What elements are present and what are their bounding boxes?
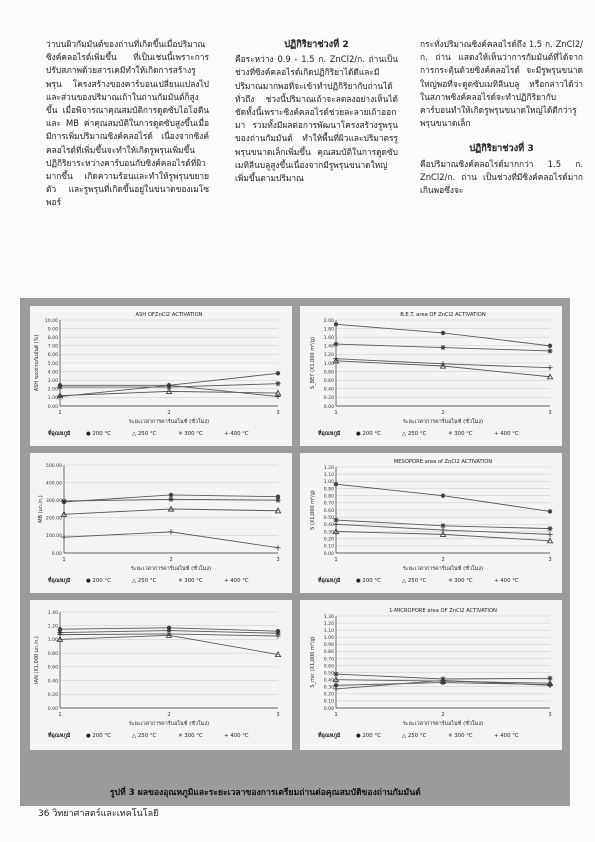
x-tick-label: 1: [58, 410, 62, 416]
x-tick-label: 3: [276, 557, 280, 563]
legend-entry: ✳ 300 °C: [178, 431, 203, 437]
y-tick-label: 200.00: [45, 516, 62, 522]
y-tick-label: 400.00: [45, 481, 62, 487]
y-tick-label: 0.90: [323, 643, 334, 649]
data-point: [61, 498, 66, 503]
x-tick-label: 1: [334, 557, 338, 563]
legend-entry: △ 250 °C: [402, 733, 427, 739]
text-column-middle: [235, 38, 398, 185]
page-number: 36: [38, 809, 50, 819]
y-tick-label: 1.40: [323, 344, 334, 350]
figure-caption: รูปที่ 3 ผลของอุณหภูมิและระยะเวลาของการเตรียมถ่านต่อคุณสมบัติของถ่านกัมมันต์: [110, 788, 421, 798]
chart-title: 1-MICROPORE area OF ZnCl2 ACTIVATION: [389, 608, 497, 614]
y-tick-label: 1.30: [323, 614, 334, 620]
y-tick-label: 0.20: [47, 693, 58, 699]
y-tick-label: 0.10: [323, 544, 334, 550]
y-tick-label: 0.80: [47, 651, 58, 657]
chart-panel: [30, 306, 292, 446]
page-footer: [38, 806, 158, 820]
data-point: [547, 526, 552, 531]
chart-panel: [300, 600, 562, 750]
legend-entry: + 400 °C: [494, 578, 519, 584]
legend-entry: + 400 °C: [224, 578, 249, 584]
y-tick-label: 0.00: [47, 404, 58, 410]
data-point: [169, 493, 173, 497]
text-column-left: [46, 38, 209, 210]
y-axis-label: ASH ของถ่านกัมมันต์ (%): [34, 334, 40, 392]
legend-entry: ✳ 300 °C: [448, 578, 473, 584]
y-tick-label: 0.00: [323, 706, 334, 712]
x-tick-label: 2: [169, 557, 173, 563]
y-tick-label: 0.70: [323, 501, 334, 507]
x-tick-label: 3: [276, 712, 280, 718]
data-point: [334, 482, 338, 486]
legend-entry: ✳ 300 °C: [448, 733, 473, 739]
legend-entry: △ 250 °C: [402, 578, 427, 584]
x-axis-label: ระยะเวลาการคาร์บอไนซ์ (ชั่วโมง): [402, 566, 484, 572]
y-tick-label: 0.60: [323, 508, 334, 514]
x-tick-label: 1: [334, 410, 338, 416]
y-tick-label: 1.20: [323, 621, 334, 627]
text-column-right: [420, 38, 583, 197]
chart-title: B.E.T. area OF ZnCl2 ACTIVATION: [400, 312, 486, 318]
y-tick-label: 1.00: [323, 480, 334, 486]
data-point: [440, 345, 445, 350]
section-heading: ปฏิกิริยาช่วงที่ 2: [284, 39, 349, 50]
legend-entry: ● 200 °C: [356, 431, 381, 437]
data-point: [548, 509, 552, 513]
figure-3: [20, 298, 570, 806]
chart-background: [30, 453, 292, 593]
legend-prefix: ที่อุณหภูมิ: [48, 733, 71, 739]
data-point: [275, 498, 280, 503]
x-axis-label: ระยะเวลาการคาร์บอไนซ์ (ชั่วโมง): [128, 721, 210, 727]
y-tick-label: 0.40: [323, 523, 334, 529]
chart-panel: [300, 453, 562, 593]
y-tick-label: 4.00: [47, 370, 58, 376]
chart-title: MESOPORE area of ZnCl2 ACTIVATION: [393, 459, 493, 465]
y-tick-label: 0.60: [323, 379, 334, 384]
y-tick-label: 0.60: [323, 664, 334, 670]
y-axis-label: MB (มก./ก.): [38, 495, 44, 523]
chart-grid: [20, 298, 570, 806]
data-point: [275, 381, 280, 386]
y-tick-label: 9.00: [47, 327, 58, 333]
chart-background: [300, 306, 562, 446]
legend-entry: △ 250 °C: [402, 431, 427, 437]
y-axis-label: S_BET (X1,000 m²/g): [310, 337, 316, 389]
data-point: [276, 371, 280, 375]
y-tick-label: 6.00: [47, 353, 58, 359]
legend-prefix: ที่อุณหภูมิ: [48, 578, 71, 584]
chart-background: [30, 600, 292, 750]
x-tick-label: 2: [441, 410, 445, 416]
y-tick-label: 0.80: [323, 650, 334, 656]
data-point: [548, 344, 552, 348]
body-paragraph: ว่าบนผิวกัมมันต์ของถ่านที่เกิดขึ้นเมื่อปริมาณซิงค์คลอไรด์เพิ่มขึ้น ที่เป็นเช่นนี้เพราะการปรับสภาพด้วยสารเคมีทำให้เกิดการสร้างรูพรุน โครงสร้างของคาร์บอนเปลี่ยนแปลงไป และส่วนของปริมาณเถ้าในถ่านกัมมันต์ก็สูงขึ้น เมื่อพิจารณาคุณสมบัติการดูดซับไอโอดีนและ MB ค่าคุณสมบัติในการดูดซับสูงขึ้นเมื่อมีการเพิ่มปริมาณซิงค์คลอไรด์ เนื่องจากซิงค์คลอไรด์ที่เพิ่มขึ้นจะทำให้เกิดรูพรุนเพิ่มขึ้น ปฏิกิริยาระหว่างคาร์บอนกับซิงค์คลอไรด์ที่ผิวมากขึ้น เกิดความร้อนและทำให้รูพรุนขยายตัว และรูพรุนที่เกิดขึ้นอยู่ในขนาดของเมโซพอร์: [46, 39, 209, 208]
body-paragraph: กระทั่งปริมาณซิงค์คลอไรด์ถึง 1.5 ก. ZnCl2/ก. ถ่าน แสดงให้เห็นว่าการกัมมันต์ที่ได้จากการกระตุ้นด้วยซิงค์คลอไรด์ จะมีรูพรุนขนาดใหญ่พอที่จะดูดซับเมทิลีนบลู หรือกล่าวได้ว่าในสภาพซิงค์คลอไรด์จะทำปฏิกิริยากับคาร์บอนทำให้เกิดรูพรุนขนาดใหญ่ได้ดีกว่ารูพรุนขนาดเล็ก: [420, 39, 583, 129]
body-paragraph: คือระหว่าง 0.9 - 1.5 ก. ZnCl2/ก. ถ่านเป็นช่วงที่ซิงค์คลอไรด์เกิดปฏิกิริยาได้ดีและมีปริมาณมากพอที่จะเข้าทำปฏิกิริยากับถ่านได้ทั่วถึง ช่วงนี้ปริมาณเถ้าจะลดลงอย่างเห็นได้ชัดทั้งนี้เพราะซิงค์คลอไรด์ช่วยละลายเถ้าออกมา รวมทั้งมีผลต่อการพัฒนาโครงสร้างรูพรุนของถ่านกัมมันต์ ทำให้พื้นที่ผิวและปริมาตรรูพรุนขนาดเล็กเพิ่มขึ้น คุณสมบัติในการดูดซับเมทิลีนบลูสูงขึ้นเนื่องจากมีรูพรุนขนาดใหญ่เพิ่มขึ้นตามปริมาณ: [235, 54, 398, 184]
y-tick-label: 1.40: [47, 610, 58, 616]
legend-entry: ● 200 °C: [356, 578, 381, 584]
y-tick-label: 1.10: [323, 628, 334, 634]
legend-prefix: ที่อุณหภูมิ: [48, 431, 71, 437]
y-tick-label: 0.10: [323, 699, 334, 705]
x-tick-label: 3: [548, 410, 552, 416]
y-tick-label: 0.00: [323, 404, 334, 410]
y-tick-label: 1.00: [323, 361, 334, 367]
x-tick-label: 3: [548, 557, 552, 563]
chart-background: [300, 600, 562, 750]
legend-entry: + 400 °C: [494, 431, 519, 437]
x-axis-label: ระยะเวลาการคาร์บอไนซ์ (ชั่วโมง): [128, 419, 210, 425]
y-tick-label: 2.00: [323, 318, 334, 324]
x-tick-label: 2: [167, 410, 171, 416]
legend-prefix: ที่อุณหภูมิ: [318, 733, 341, 739]
y-tick-label: 1.20: [323, 353, 334, 359]
y-tick-label: 0.00: [47, 706, 58, 712]
y-axis-label: IAN (X1,000 มก./ก.): [34, 636, 40, 684]
x-tick-label: 1: [334, 712, 338, 718]
data-point: [333, 671, 338, 676]
y-tick-label: 100.00: [45, 534, 62, 540]
x-axis-label: ระยะเวลาการคาร์บอไนซ์ (ชั่วโมง): [402, 721, 484, 727]
legend-prefix: ที่อุณหภูมิ: [318, 578, 341, 584]
legend-entry: ● 200 °C: [86, 733, 111, 739]
legend-entry: ✳ 300 °C: [178, 733, 203, 739]
data-point: [168, 497, 173, 502]
data-point: [441, 493, 445, 497]
y-tick-label: 5.00: [47, 361, 58, 367]
legend-entry: ● 200 °C: [356, 733, 381, 739]
y-tick-label: 300.00: [45, 499, 62, 504]
chart-panel: [30, 600, 292, 750]
y-tick-label: 1.10: [323, 472, 334, 478]
x-tick-label: 1: [58, 712, 62, 718]
legend-entry: △ 250 °C: [132, 431, 157, 437]
legend-prefix: ที่อุณหภูมิ: [318, 431, 341, 437]
y-tick-label: 0.00: [51, 551, 62, 557]
y-tick-label: 1.00: [47, 638, 58, 644]
y-tick-label: 1.80: [323, 327, 334, 333]
y-tick-label: 1.20: [323, 465, 334, 471]
legend-entry: ● 200 °C: [86, 431, 111, 437]
legend-entry: + 400 °C: [224, 431, 249, 437]
legend-entry: ● 200 °C: [86, 578, 111, 584]
y-tick-label: 0.50: [323, 671, 334, 677]
x-axis-label: ระยะเวลาการคาร์บอไนซ์ (ชั่วโมง): [402, 419, 484, 425]
y-tick-label: 0.30: [323, 685, 334, 691]
x-tick-label: 2: [167, 712, 171, 718]
chart-panel: [300, 306, 562, 446]
legend-entry: + 400 °C: [224, 733, 249, 739]
chart-title: ASH OFZnCl2 ACTIVATION: [135, 312, 203, 318]
y-tick-label: 0.30: [323, 530, 334, 536]
y-tick-label: 0.80: [323, 494, 334, 500]
y-tick-label: 0.50: [323, 515, 334, 521]
y-tick-label: 3.00: [47, 379, 58, 384]
y-tick-label: 8.00: [47, 336, 58, 341]
y-tick-label: 2.00: [47, 387, 58, 393]
x-tick-label: 3: [276, 410, 280, 416]
data-point: [547, 348, 552, 353]
x-tick-label: 2: [441, 557, 445, 563]
legend-entry: ✳ 300 °C: [178, 578, 203, 584]
body-paragraph: คือปริมาณซิงค์คลอไรด์มากกว่า 1.5 ก. ZnCl2/ก. ถ่าน เป็นช่วงที่มีซิงค์คลอไรด์มากเกินพอซึ่งจะ: [420, 158, 583, 196]
y-tick-label: 1.00: [323, 636, 334, 642]
legend-entry: △ 250 °C: [132, 733, 157, 739]
section-heading: ปฏิกิริยาช่วงที่ 3: [469, 143, 534, 155]
y-tick-label: 0.20: [323, 692, 334, 698]
y-tick-label: 0.20: [323, 396, 334, 402]
y-tick-label: 0.80: [323, 370, 334, 376]
y-tick-label: 0.40: [323, 678, 334, 684]
y-tick-label: 500.00: [45, 463, 62, 469]
chart-panel: [30, 453, 292, 593]
y-tick-label: 0.20: [323, 537, 334, 543]
y-axis-label: S (X1,000 m²/g): [310, 490, 316, 530]
y-tick-label: 0.90: [323, 487, 334, 493]
y-tick-label: 7.00: [47, 344, 58, 350]
data-point: [57, 384, 62, 389]
legend-entry: + 400 °C: [494, 733, 519, 739]
y-tick-label: 0.40: [323, 387, 334, 393]
x-axis-label: ระยะเวลาการคาร์บอไนซ์ (ชั่วโมง): [130, 566, 212, 572]
y-tick-label: 1.20: [47, 624, 58, 630]
journal-name: วิทยาศาสตร์และเทคโนโลยี: [52, 809, 159, 819]
y-tick-label: 0.70: [323, 657, 334, 663]
x-tick-label: 2: [441, 712, 445, 718]
x-tick-label: 3: [548, 712, 552, 718]
data-point: [334, 322, 338, 326]
x-tick-label: 1: [62, 557, 66, 563]
y-axis-label: S_mic (X1,000 m²/g): [310, 636, 316, 688]
y-tick-label: 10.00: [44, 318, 58, 324]
y-tick-label: 1.60: [323, 336, 334, 341]
data-point: [547, 676, 552, 681]
legend-entry: ✳ 300 °C: [448, 431, 473, 437]
data-point: [333, 341, 338, 346]
data-point: [441, 331, 445, 335]
y-tick-label: 1.00: [47, 396, 58, 402]
y-tick-label: 0.60: [47, 665, 58, 671]
y-tick-label: 0.40: [47, 679, 58, 685]
y-tick-label: 0.00: [323, 551, 334, 557]
legend-entry: △ 250 °C: [132, 578, 157, 584]
